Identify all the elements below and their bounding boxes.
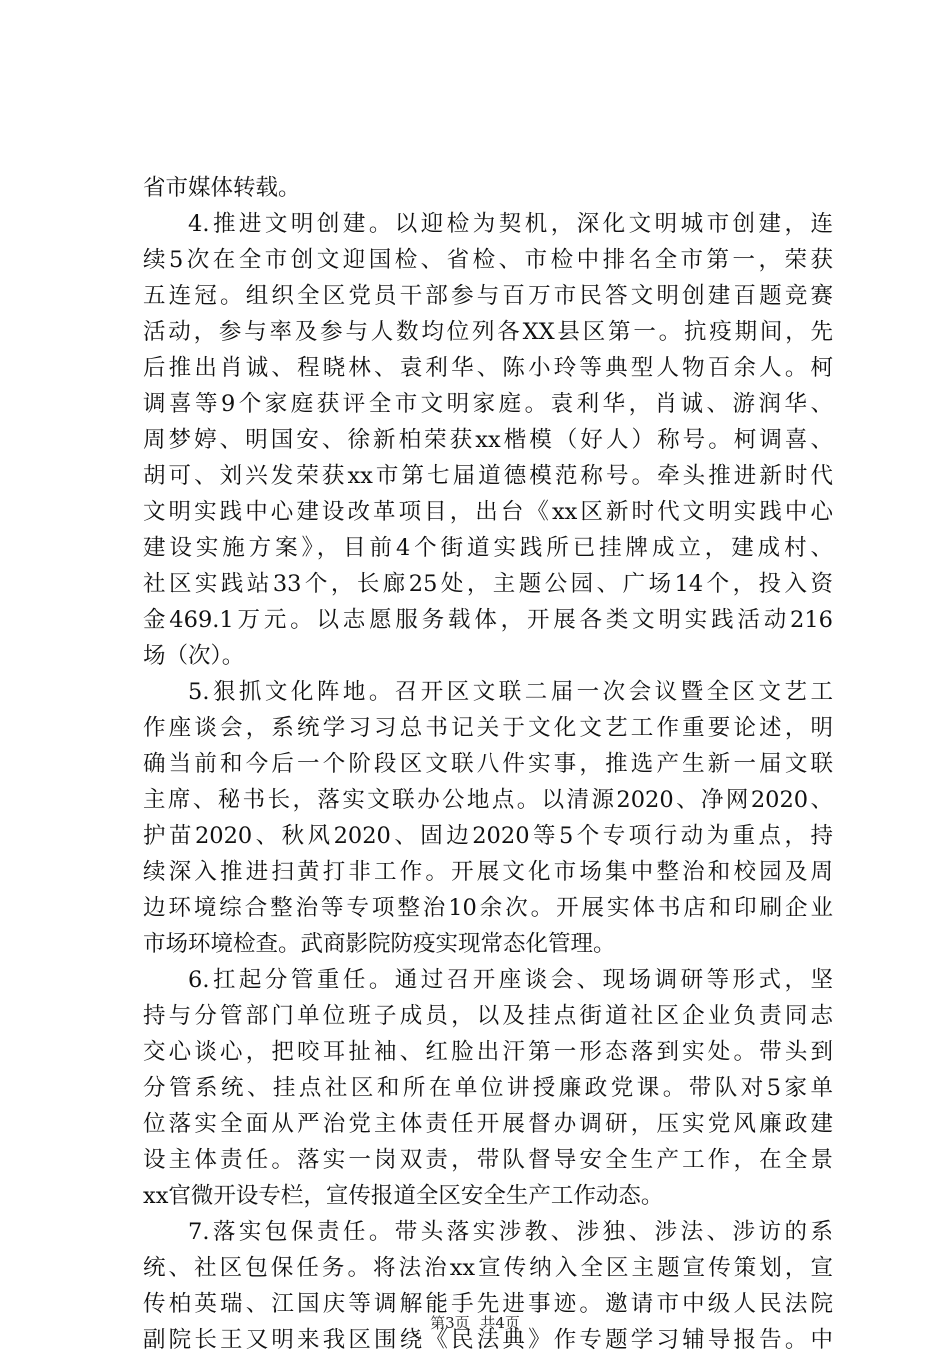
text-line: 五连冠。组织全区党员干部参与百万市民答文明创建百题竞赛 <box>143 283 833 309</box>
text-line: 市场环境检查。武商影院防疫实现常态化管理。 <box>143 931 616 957</box>
text-line: 社区实践站33个，长廊25处，主题公园、广场14个，投入资 <box>143 571 833 597</box>
text-line: 交心谈心，把咬耳扯袖、红脸出汗第一形态落到实处。带头到 <box>143 1039 833 1065</box>
text-line: 主席、秘书长，落实文联办公地点。以清源2020、净网2020、 <box>143 787 833 813</box>
text-line: 文明实践中心建设改革项目，出台《xx区新时代文明实践中心 <box>143 499 833 525</box>
text-line: 确当前和今后一个阶段区文联八件实事，推选产生新一届文联 <box>143 751 833 777</box>
document-body <box>143 170 833 1358</box>
text-line: 5.狠抓文化阵地。召开区文联二届一次会议暨全区文艺工 <box>188 679 833 705</box>
text-line: 统、社区包保任务。将法治xx宣传纳入全区主题宣传策划，宣 <box>143 1255 833 1281</box>
text-line: 4.推进文明创建。以迎检为契机，深化文明城市创建，连 <box>188 211 833 237</box>
text-line: 位落实全面从严治党主体责任开展督办调研，压实党风廉政建 <box>143 1111 833 1137</box>
text-line: 分管系统、挂点社区和所在单位讲授廉政党课。带队对5家单 <box>143 1075 833 1101</box>
text-line: 传柏英瑞、江国庆等调解能手先进事迹。邀请市中级人民法院 <box>143 1291 833 1317</box>
text-line: 后推出肖诚、程晓林、袁利华、陈小玲等典型人物百余人。柯 <box>143 355 833 381</box>
text-line: 场（次）。 <box>143 643 245 669</box>
text-line: xx官微开设专栏，宣传报道全区安全生产工作动态。 <box>143 1183 664 1209</box>
text-line: 副院长王又明来我区围绕《民法典》作专题学习辅导报告。中 <box>143 1327 833 1353</box>
text-line: 调喜等9个家庭获评全市文明家庭。袁利华，肖诚、游润华、 <box>143 391 833 417</box>
text-line: 7.落实包保责任。带头落实涉教、涉独、涉法、涉访的系 <box>188 1219 833 1245</box>
page-total: 共4页 <box>480 1314 520 1332</box>
text-line: 续5次在全市创文迎国检、省检、市检中排名全市第一，荣获 <box>143 247 833 273</box>
text-line: 6.扛起分管重任。通过召开座谈会、现场调研等形式，坚 <box>188 967 833 993</box>
text-line: 活动，参与率及参与人数均位列各XX县区第一。抗疫期间，先 <box>143 319 833 345</box>
text-line: 建设实施方案》，目前4个街道实践所已挂牌成立，建成村、 <box>143 535 833 561</box>
text-line: 金469.1万元。以志愿服务载体，开展各类文明实践活动216 <box>143 607 833 633</box>
page-footer <box>0 1312 950 1333</box>
text-line: 持与分管部门单位班子成员，以及挂点街道社区企业负责同志 <box>143 1003 833 1029</box>
text-line: 省市媒体转载。 <box>143 175 301 201</box>
text-line: 作座谈会，系统学习习总书记关于文化文艺工作重要论述，明 <box>143 715 833 741</box>
text-line: 设主体责任。落实一岗双责，带队督导安全生产工作，在全景 <box>143 1147 833 1173</box>
text-line: 边环境综合整治等专项整治10余次。开展实体书店和印刷企业 <box>143 895 833 921</box>
text-line: 周梦婷、明国安、徐新柏荣获xx楷模（好人）称号。柯调喜、 <box>143 427 833 453</box>
text-line: 护苗2020、秋风2020、固边2020等5个专项行动为重点，持 <box>143 823 833 849</box>
page-number: 第3页 <box>430 1314 470 1332</box>
text-line: 胡可、刘兴发荣获xx市第七届道德模范称号。牵头推进新时代 <box>143 463 833 489</box>
text-line: 续深入推进扫黄打非工作。开展文化市场集中整治和校园及周 <box>143 859 833 885</box>
